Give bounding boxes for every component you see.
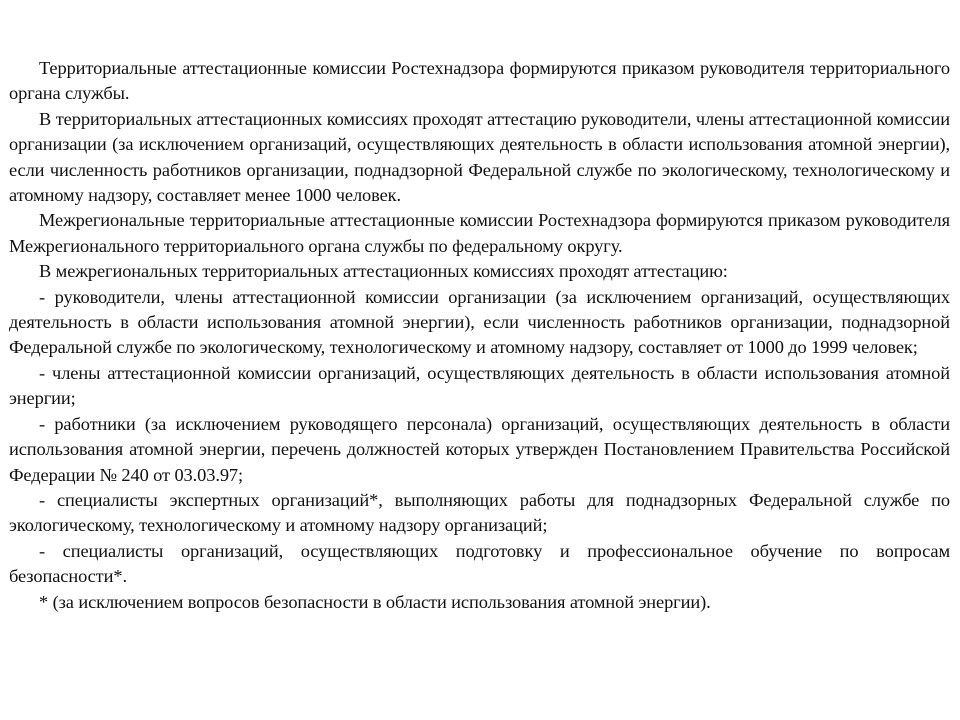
paragraph-interregional-commissions: Межрегиональные территориальные аттестационные комиссии Ростехнадзора формируются приказом руководителя Межрегионального территориального органа службы по федеральному округу. [9,210,950,256]
footnote: * (за исключением вопросов безопасности в области использования атомной энергии). [39,591,711,612]
list-item-commission-members: - члены аттестационной комиссии организаций, осуществляющих деятельность в области использования атомной энергии; [9,362,950,409]
list-item-workers: - работники (за исключением руководящего персонала) организаций, осуществляющих деятельность в области использования атомной энергии, перечень должностей которых утвержден Постановлением Правительства Российской Федерации № 240 от 03.03.97; [9,413,950,485]
document-body [9,56,950,615]
paragraph-interregional-attestation-intro: В межрегиональных территориальных аттестационных комиссиях проходят аттестацию: [39,261,728,282]
list-item-managers: - руководители, члены аттестационной комиссии организации (за исключением организаций, осуществляющих деятельность в области использования атомной энергии), если численность работников организации, поднадзорной Федеральной службе по экологическому, технологическому и атомному надзору, составляет от 1000 до 1999 человек; [9,286,950,358]
paragraph-territorial-commissions: Территориальные аттестационные комиссии Ростехнадзора формируются приказом руководителя территориального органа службы. [9,58,950,104]
list-item-training-specialists: - специалисты организаций, осуществляющих подготовку и профессиональное обучение по вопросам безопасности*. [9,540,950,587]
list-item-expert-specialists: - специалисты экспертных организаций*, выполняющих работы для поднадзорных Федеральной службе по экологическому, технологическому и атомному надзору организаций; [9,489,950,536]
paragraph-territorial-attestation: В территориальных аттестационных комиссиях проходят аттестацию руководители, члены аттестационной комиссии организации (за исключением организаций, осуществляющих деятельность в области использования атомной энергии), если численность работников организации, поднадзорной Федеральной службе по экологическому, технологическому и атомному надзору, составляет менее 1000 человек. [9,108,950,206]
